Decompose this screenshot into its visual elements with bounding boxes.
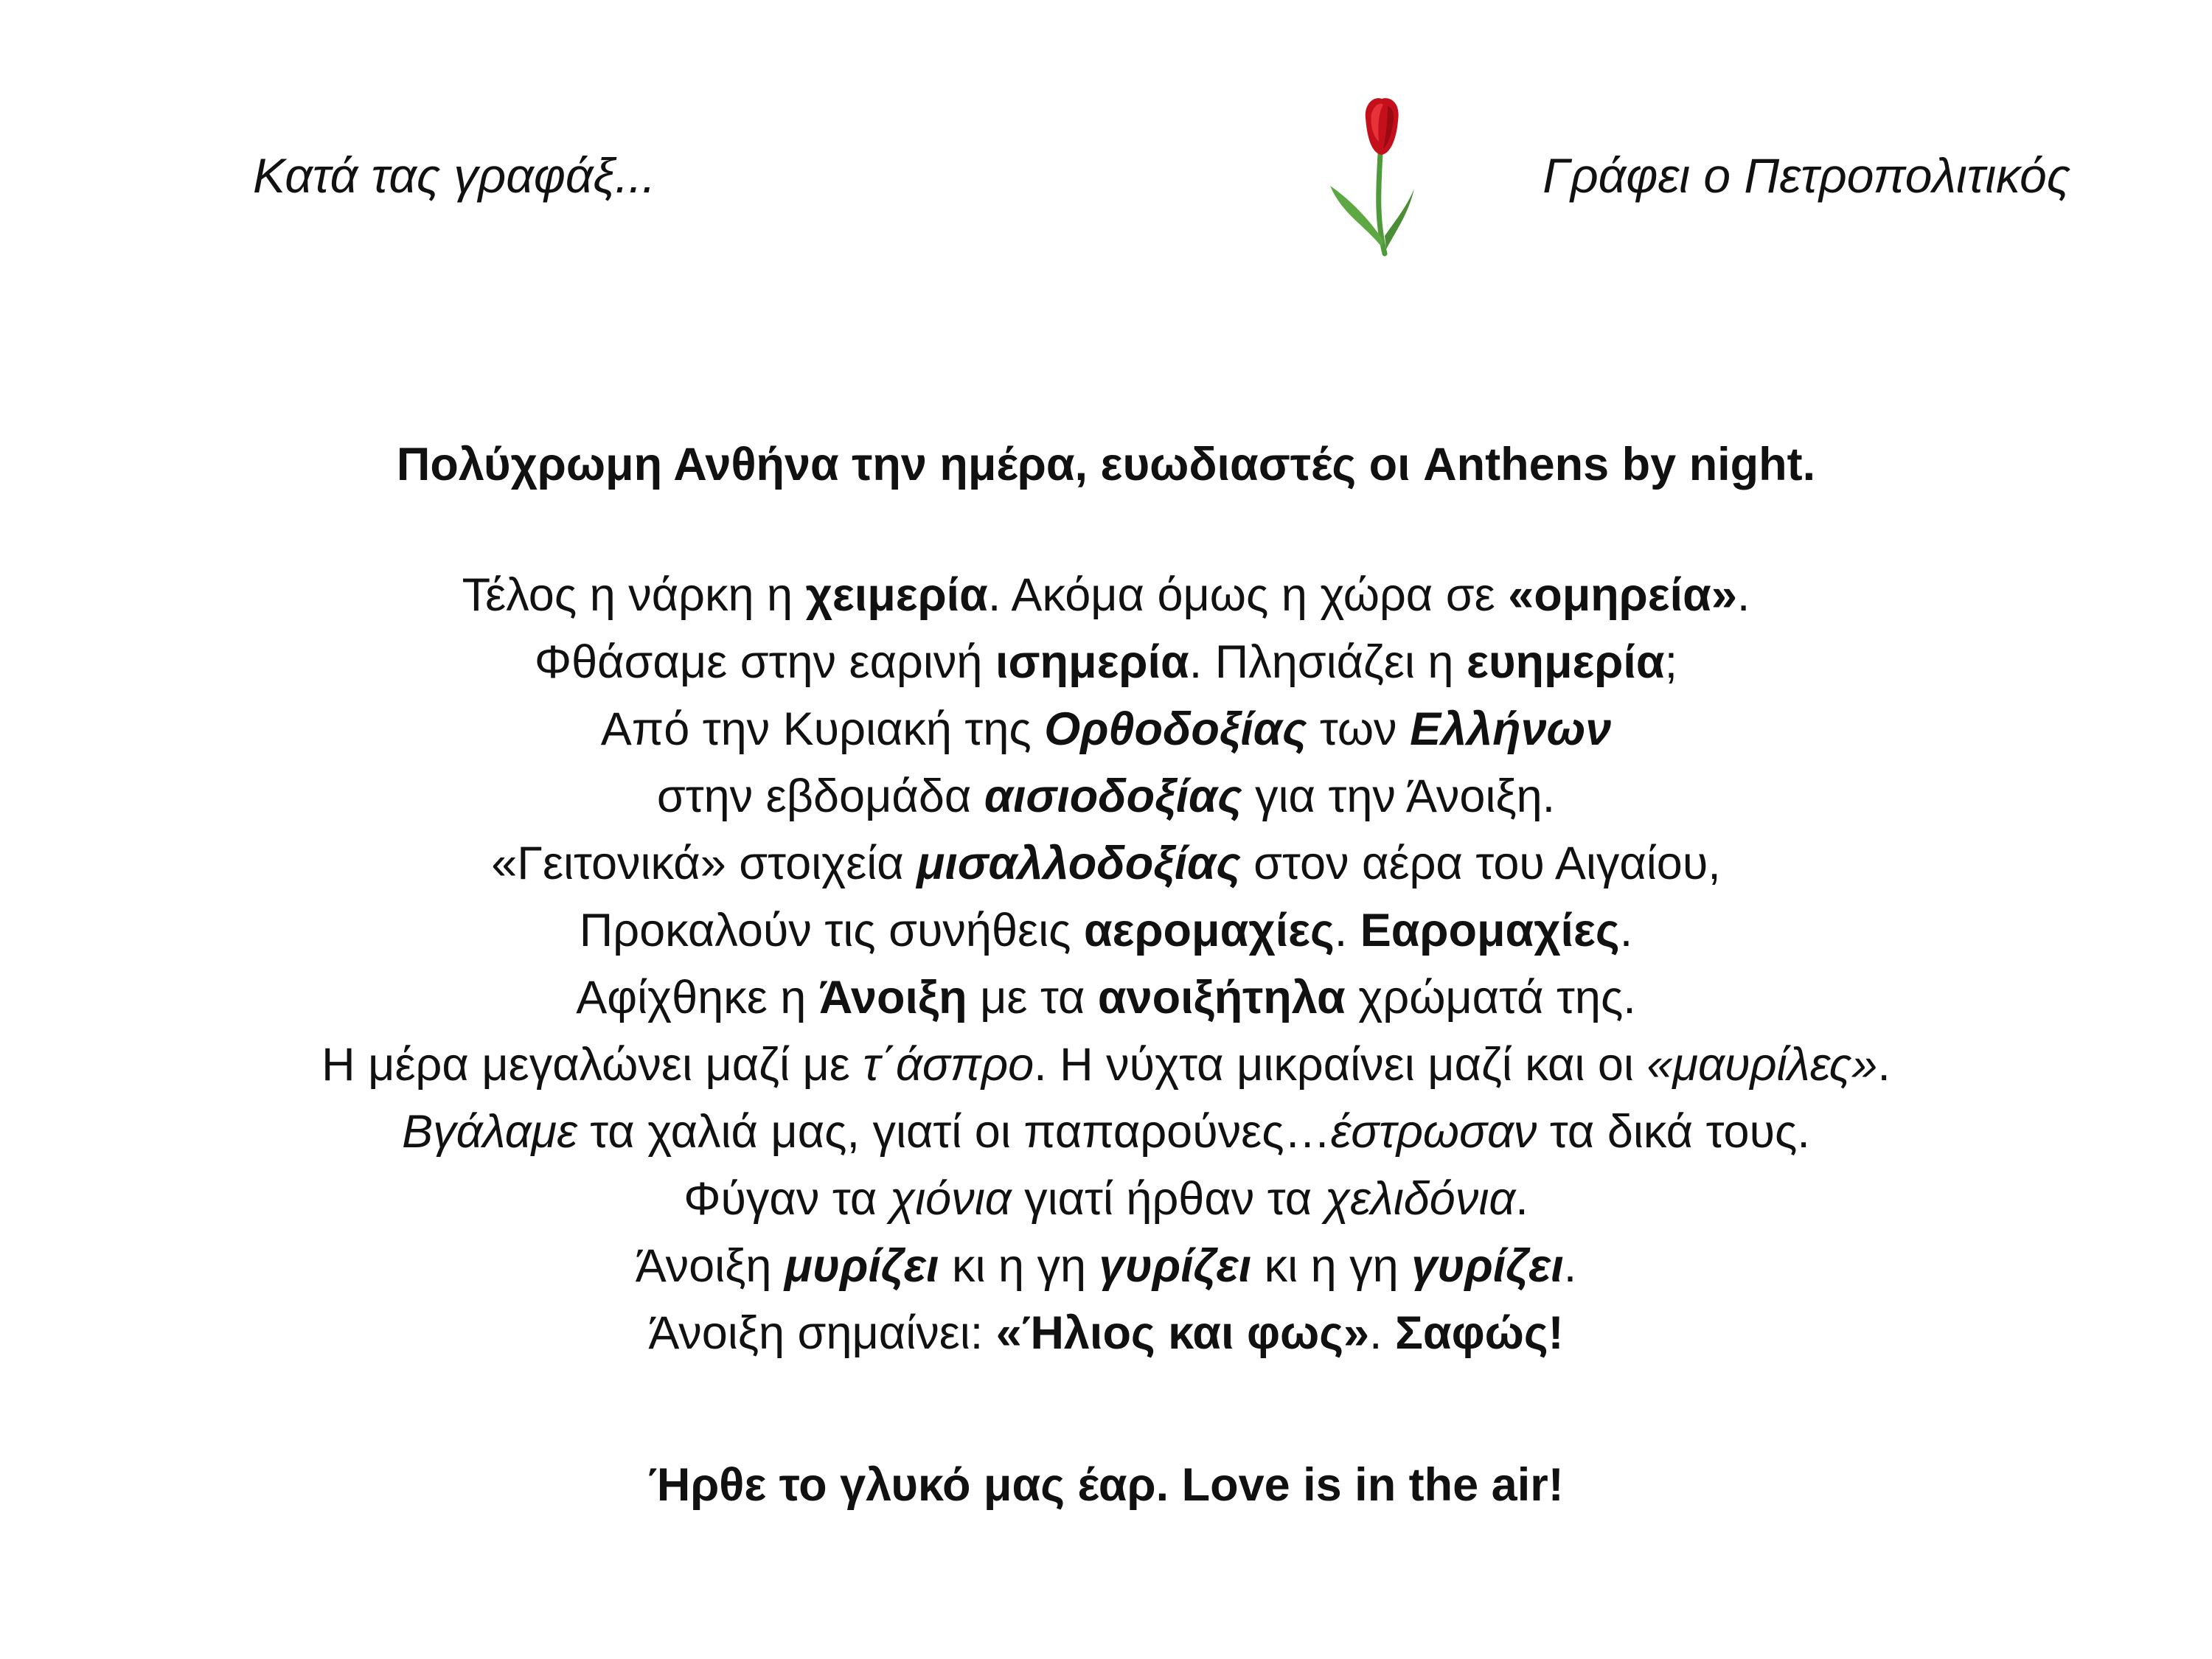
italic-word: χελιδόνια [1324,1173,1516,1225]
text-span: των [1307,703,1411,755]
bold-italic-word: Ελλήνων [1410,703,1612,755]
bold-word: «ομηρεία» [1508,569,1737,621]
poem [0,562,2212,1367]
text-span: ; [1664,636,1678,688]
text-span: . [1334,905,1360,956]
header-left-text: Κατά τας γραφάξ... [253,148,656,203]
bold-italic-word: αισιοδοξίας [984,771,1242,822]
text-span: . [1619,905,1633,956]
text-span: κι η γη [1251,1240,1412,1292]
text-span: . [1369,1307,1396,1359]
text-span: . [1563,1240,1577,1292]
bold-word: χειμερία [805,569,988,621]
italic-word: έστρωσαν [1330,1106,1537,1158]
bold-italic-word: μισαλλοδοξίας [917,838,1241,889]
text-span: . [1877,1039,1891,1091]
bold-word: αερομαχίες [1083,905,1335,956]
text-span: με τα [967,972,1098,1023]
text-span: γιατί ήρθαν τα [1011,1173,1325,1225]
poem-line [0,830,2212,897]
text-span: «Γειτονικά» στοιχεία [491,838,917,889]
bold-word: Άνοιξη [818,972,967,1023]
bold-italic-word: γυρίζει [1411,1240,1564,1292]
tulip-icon [1327,96,1438,258]
text-span: Από την Κυριακή της [600,703,1045,755]
poem-line [0,629,2212,696]
bold-word: ευημερία [1466,636,1665,688]
text-span: . Η νύχτα μικραίνει μαζί και οι [1034,1039,1647,1091]
header-right-text: Γράφει ο Πετροπολιτικός [1543,148,2070,203]
text-span: Φύγαν τα [684,1173,890,1225]
text-span: κι η γη [939,1240,1099,1292]
poem-line [0,1300,2212,1367]
text-span: για την Άνοιξη. [1242,771,1556,822]
text-span: Άνοιξη σημαίνει: [648,1307,996,1359]
bold-word: ανοιξήτηλα [1097,972,1346,1023]
poem-line [0,763,2212,830]
italic-word: Βγάλαμε [402,1106,577,1158]
poem-line [0,696,2212,763]
text-span: Φθάσαμε στην εαρινή [534,636,995,688]
text-span: τα χαλιά μας, γιατί οι παπαρούνες… [577,1106,1331,1158]
poem-line [0,1099,2212,1166]
bold-word: Εαρομαχίες [1360,905,1620,956]
article-title: Πολύχρωμη Ανθήνα την ημέρα, ευωδιαστές οι Anthens by night. [396,439,1816,490]
poem-line [0,1166,2212,1233]
text-span: χρώματά της. [1345,972,1636,1023]
bold-word: Σαφώς! [1395,1307,1564,1359]
poem-line [0,897,2212,964]
text-span: Προκαλούν τις συνήθεις [579,905,1084,956]
bold-italic-word: γυρίζει [1099,1240,1252,1292]
text-span: στον αέρα του Αιγαίου, [1240,838,1721,889]
article-body [0,435,2212,1561]
text-span: τα δικά τους. [1537,1106,1810,1158]
poem-line [0,562,2212,629]
bold-word: «Ήλιος και φως» [995,1307,1370,1359]
bold-italic-word: μυρίζει [784,1240,939,1292]
bold-word: ισημερία [995,636,1189,688]
text-span: . Ακόμα όμως η χώρα σε [987,569,1509,621]
poem-line [0,1032,2212,1099]
text-span: . Πλησιάζει η [1189,636,1467,688]
italic-word: «μαυρίλες» [1646,1039,1878,1091]
poem-line [0,964,2212,1032]
text-span: Αφίχθηκε η [576,972,819,1023]
text-span: . [1515,1173,1528,1225]
italic-word: τ΄άσπρο [863,1039,1034,1091]
text-span: Τέλος η νάρκη η [462,569,806,621]
bold-italic-word: Ορθοδοξίας [1044,703,1307,755]
text-span: Άνοιξη [635,1240,785,1292]
text-span: στην εβδομάδα [656,771,984,822]
closing-line: Ήρθε το γλυκό μας έαρ. Love is in the air! [648,1459,1564,1511]
text-span: . [1736,569,1750,621]
poem-line [0,1233,2212,1300]
text-span: Η μέρα μεγαλώνει μαζί με [321,1039,863,1091]
italic-word: χιόνια [889,1173,1012,1225]
